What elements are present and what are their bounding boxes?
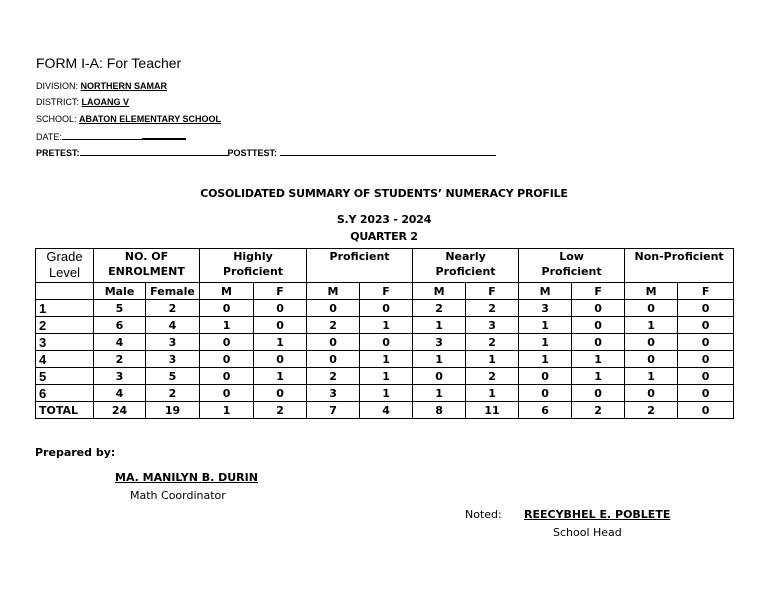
table-row [36, 351, 734, 368]
subheader-cell: M [200, 283, 254, 300]
grade-level-cell: TOTAL [36, 402, 94, 419]
school-year: S.Y 2023 - 2024 [336, 213, 432, 226]
table-cell: 1 [200, 317, 254, 334]
grade-level-cell: 5 [36, 368, 94, 385]
subheader-cell: Male [94, 283, 146, 300]
table-cell: 0 [360, 334, 413, 351]
table-cell: 2 [254, 402, 307, 419]
table-cell: 0 [307, 300, 360, 317]
prepared-by-label: Prepared by: [35, 446, 116, 459]
table-cell: 0 [254, 351, 307, 368]
table-cell: 8 [413, 402, 466, 419]
table-cell: 2 [413, 300, 466, 317]
date-field [36, 130, 186, 142]
table-cell: 0 [519, 368, 572, 385]
table-cell: 0 [200, 385, 254, 402]
school-value: ABATON ELEMENTARY SCHOOL [79, 114, 222, 124]
subheader-cell: M [519, 283, 572, 300]
table-cell: 1 [572, 368, 625, 385]
subheader-cell: M [625, 283, 678, 300]
table-cell: 7 [307, 402, 360, 419]
table-cell: 4 [146, 317, 200, 334]
table-cell: 3 [94, 368, 146, 385]
table-cell: 2 [466, 300, 519, 317]
table-cell: 24 [94, 402, 146, 419]
table-cell: 19 [146, 402, 200, 419]
table-cell: 0 [678, 334, 734, 351]
table-cell: 0 [254, 300, 307, 317]
table-cell: 0 [200, 368, 254, 385]
noter-title: School Head [553, 526, 622, 539]
table-cell: 2 [572, 402, 625, 419]
table-cell: 0 [678, 317, 734, 334]
table-cell: 4 [360, 402, 413, 419]
table-cell: 2 [146, 300, 200, 317]
table-cell: 4 [94, 334, 146, 351]
table-cell: 0 [678, 402, 734, 419]
numeracy-summary-table [35, 248, 734, 419]
table-cell: 2 [146, 385, 200, 402]
district-field [36, 97, 129, 107]
table-cell: 1 [360, 368, 413, 385]
table-cell: 1 [519, 334, 572, 351]
table-cell: 0 [678, 351, 734, 368]
table-cell: 1 [519, 351, 572, 368]
table-cell: 0 [254, 317, 307, 334]
subheader-cell: F [360, 283, 413, 300]
table-cell: 0 [519, 385, 572, 402]
grade-level-cell: 2 [36, 317, 94, 334]
posttest-blank-line[interactable] [280, 147, 496, 156]
table-cell: 0 [572, 300, 625, 317]
district-value: LAOANG V [81, 97, 130, 107]
test-field [36, 147, 496, 158]
table-cell: 1 [254, 334, 307, 351]
table-row [36, 334, 734, 351]
table-cell: 1 [360, 351, 413, 368]
quarter: QUARTER 2 [350, 230, 418, 243]
table-cell: 1 [413, 317, 466, 334]
header-row [36, 249, 734, 283]
table-cell: 1 [360, 317, 413, 334]
table-cell: 0 [625, 334, 678, 351]
noted-label: Noted: [465, 508, 502, 521]
table-cell: 0 [200, 351, 254, 368]
noter-name: REECYBHEL E. POBLETE [524, 508, 671, 521]
table-cell: 1 [413, 351, 466, 368]
subheader-cell: F [466, 283, 519, 300]
table-cell: 4 [94, 385, 146, 402]
total-row [36, 402, 734, 419]
subheader-row [36, 283, 734, 300]
table-cell: 1 [413, 385, 466, 402]
summary-title: COSOLIDATED SUMMARY OF STUDENTS’ NUMERACY PROFILE [200, 187, 568, 200]
pretest-blank-line[interactable] [80, 147, 228, 156]
preparer-title: Math Coordinator [130, 489, 226, 502]
table-cell: 1 [519, 317, 572, 334]
form-title: FORM I-A: For Teacher [36, 55, 182, 71]
grade-level-cell: 3 [36, 334, 94, 351]
table-body [36, 300, 734, 419]
subheader-cell: M [307, 283, 360, 300]
table-cell: 1 [625, 368, 678, 385]
header-non-proficient: Non-Proficient [625, 249, 734, 283]
table-cell: 0 [572, 385, 625, 402]
table-cell: 1 [572, 351, 625, 368]
header-grade-level: Grade Level [36, 249, 94, 283]
table-cell: 1 [200, 402, 254, 419]
table-cell: 0 [360, 300, 413, 317]
table-cell: 0 [625, 351, 678, 368]
table-cell: 0 [625, 300, 678, 317]
header-nearly-proficient: Nearly Proficient [413, 249, 519, 283]
table-cell: 11 [466, 402, 519, 419]
subheader-empty [36, 283, 94, 300]
table-cell: 3 [413, 334, 466, 351]
table-cell: 2 [307, 317, 360, 334]
division-field [36, 81, 167, 91]
table-cell: 0 [678, 368, 734, 385]
grade-level-cell: 1 [36, 300, 94, 317]
header-highly-proficient: Highly Proficient [200, 249, 307, 283]
pretest-label: PRETEST: [36, 148, 80, 158]
grade-level-cell: 6 [36, 385, 94, 402]
table-row [36, 368, 734, 385]
table-cell: 3 [307, 385, 360, 402]
table-cell: 5 [94, 300, 146, 317]
school-field [36, 114, 221, 124]
grade-level-cell: 4 [36, 351, 94, 368]
division-value: NORTHERN SAMAR [80, 81, 168, 91]
table-cell: 3 [146, 334, 200, 351]
subheader-cell: F [254, 283, 307, 300]
table-cell: 0 [678, 385, 734, 402]
header-proficient: Proficient [307, 249, 413, 283]
header-low-proficient: Low Proficient [519, 249, 625, 283]
table-cell: 0 [254, 385, 307, 402]
header-enrolment: NO. OF ENROLMENT [94, 249, 200, 283]
table-cell: 3 [466, 317, 519, 334]
table-cell: 2 [466, 368, 519, 385]
table-row [36, 300, 734, 317]
table-cell: 0 [200, 300, 254, 317]
district-label: DISTRICT: [36, 97, 80, 107]
division-label: DIVISION: [36, 81, 79, 91]
table-cell: 2 [307, 368, 360, 385]
subheader-cell: F [678, 283, 734, 300]
table-cell: 2 [94, 351, 146, 368]
table-cell: 1 [254, 368, 307, 385]
table-cell: 2 [466, 334, 519, 351]
date-blank-line-2[interactable] [142, 130, 186, 140]
table-cell: 0 [572, 334, 625, 351]
table-cell: 6 [519, 402, 572, 419]
preparer-name: MA. MANILYN B. DURIN [115, 471, 258, 484]
table-cell: 1 [466, 385, 519, 402]
table-cell: 2 [625, 402, 678, 419]
posttest-label: POSTTEST: [227, 148, 278, 158]
table-cell: 0 [572, 317, 625, 334]
table-cell: 0 [200, 334, 254, 351]
table-cell: 0 [307, 351, 360, 368]
school-label: SCHOOL: [36, 114, 77, 124]
table-cell: 0 [625, 385, 678, 402]
table-row [36, 317, 734, 334]
table-cell: 1 [360, 385, 413, 402]
table-cell: 6 [94, 317, 146, 334]
table-cell: 1 [466, 351, 519, 368]
subheader-cell: M [413, 283, 466, 300]
date-label: DATE: [36, 132, 62, 142]
table-row [36, 385, 734, 402]
subheader-cell: Female [146, 283, 200, 300]
table-cell: 1 [625, 317, 678, 334]
table-cell: 3 [519, 300, 572, 317]
date-blank-line[interactable] [62, 131, 142, 140]
table-cell: 3 [146, 351, 200, 368]
subheader-cell: F [572, 283, 625, 300]
table-cell: 0 [413, 368, 466, 385]
table-cell: 0 [678, 300, 734, 317]
table-cell: 0 [307, 334, 360, 351]
table-cell: 5 [146, 368, 200, 385]
